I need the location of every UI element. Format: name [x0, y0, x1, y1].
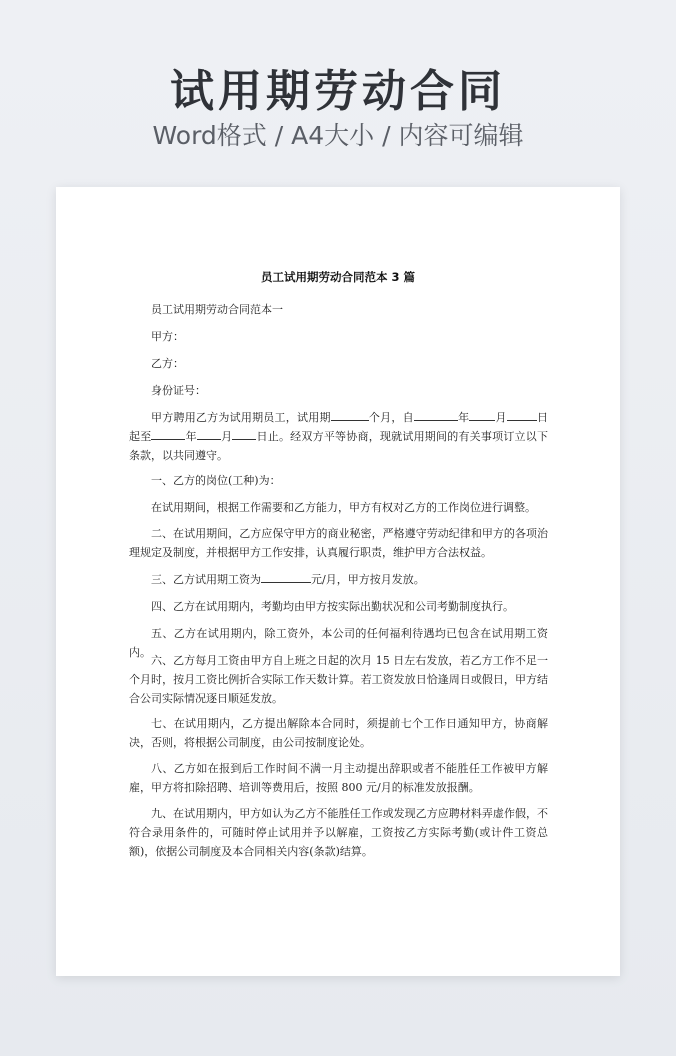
blank-month-end — [197, 427, 221, 440]
intro-text: 年 — [185, 430, 197, 443]
intro-text: 个月，自 — [368, 411, 414, 424]
blank-day-end — [232, 427, 256, 440]
p3-text: 元/月，甲方按月发放。 — [311, 573, 425, 586]
blank-year-end — [151, 427, 185, 440]
paragraph-6: 六、乙方每月工资由甲方自上班之日起的次月 15 日左右发放，若乙方工作不足一个月时，按月工资比例折合实际工作天数计算。若工资发放日恰逢周日或假日，甲方结合公司实际情况逐日顺延发放。 — [129, 654, 548, 705]
paragraph-id-number: 身份证号： — [151, 384, 206, 397]
paragraph-4: 四、乙方在试用期内，考勤均由甲方按实际出勤状况和公司考勤制度执行。 — [151, 600, 514, 613]
banner-subtitle: Word格式 / A4大小 / 内容可编辑 — [152, 121, 524, 150]
document-page — [56, 187, 620, 976]
p3-text: 三、乙方试用期工资为 — [151, 573, 261, 586]
banner-title: 试用期劳动合同 — [170, 66, 506, 117]
paragraph-intro — [129, 408, 548, 465]
intro-text: 起至 — [129, 430, 152, 443]
intro-text: 日 — [536, 411, 549, 424]
document-title: 员工试用期劳动合同范本 3 篇 — [260, 270, 415, 284]
blank-salary — [261, 570, 311, 583]
intro-text: 月 — [220, 430, 233, 443]
blank-day — [507, 408, 537, 421]
paragraph-party-a: 甲方： — [151, 330, 184, 343]
blank-year — [414, 408, 458, 421]
paragraph-heading: 员工试用期劳动合同范本一 — [151, 303, 283, 316]
paragraph-9: 九、在试用期内，甲方如认为乙方不能胜任工作或发现乙方应聘材料弄虚作假，不符合录用条件的，可随时停止试用并予以解雇，工资按乙方实际考勤(或计件工资总额)，依据公司制度及本合同相关内容(条款)结算。 — [129, 807, 548, 858]
paragraph-1b: 在试用期间，根据工作需要和乙方能力，甲方有权对乙方的工作岗位进行调整。 — [151, 501, 536, 514]
intro-text: 月 — [495, 411, 507, 424]
paragraph-7: 七、在试用期内，乙方提出解除本合同时，须提前七个工作日通知甲方，协商解决，否则，将根据公司制度，由公司按制度论处。 — [129, 717, 548, 749]
paragraph-3 — [129, 570, 548, 589]
paragraph-2: 二、在试用期间，乙方应保守甲方的商业秘密，严格遵守劳动纪律和甲方的各项治理规定及制度，并根据甲方工作安排，认真履行职责，维护甲方合法权益。 — [129, 527, 548, 559]
paragraph-8: 八、乙方如在报到后工作时间不满一月主动提出辞职或者不能胜任工作被甲方解雇，甲方将扣除招聘、培训等费用后，按照 800 元/月的标准发放报酬。 — [129, 762, 548, 794]
paragraph-party-b: 乙方： — [151, 357, 184, 370]
blank-month — [469, 408, 495, 421]
blank-months — [331, 408, 369, 421]
intro-text: 日止。经双方平等协商，现就试用期间的有关事项订立以下条款，以共同遵守。 — [129, 430, 548, 462]
intro-text: 年 — [457, 411, 470, 424]
paragraph-5: 五、乙方在试用期内，除工资外，本公司的任何福利待遇均已包含在试用期工资内。 — [129, 627, 548, 659]
paragraph-1: 一、乙方的岗位(工种)为： — [151, 474, 281, 487]
intro-text: 甲方聘用乙方为试用期员工，试用期 — [151, 411, 331, 424]
